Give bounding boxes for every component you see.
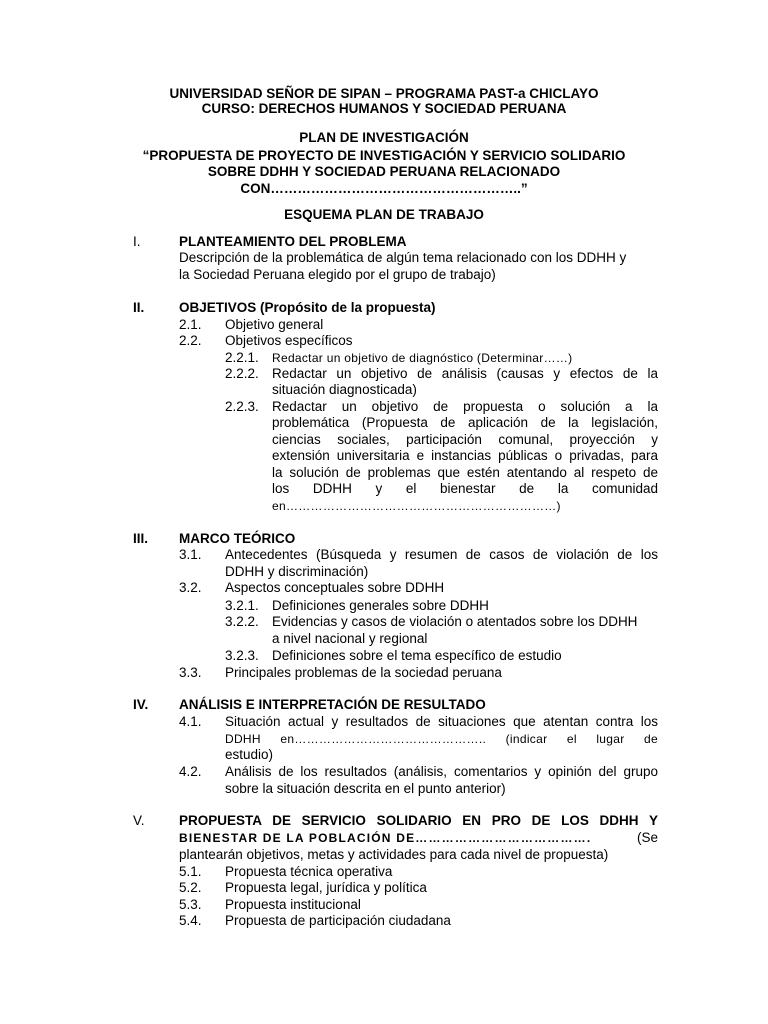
item-5-4-text: Propuesta de participación ciudadana: [225, 913, 451, 928]
section-1-title: PLANTEAMIENTO DEL PROBLEMA: [179, 234, 407, 249]
item-3-2-2-line-1: Evidencias y casos de violación o atentados sobre los DDHH: [272, 614, 638, 629]
item-2-2-3-line-6: los DDHH y el bienestar de la comunidad: [272, 481, 658, 496]
plan-subtitle-2: SOBRE DDHH Y SOCIEDAD PERUANA RELACIONADO: [207, 164, 561, 179]
item-3-2-2-number: 3.2.2.: [225, 614, 259, 629]
item-3-2-text: Aspectos conceptuales sobre DDHH: [225, 580, 445, 595]
item-5-2-text: Propuesta legal, jurídica y política: [225, 880, 427, 895]
item-3-3-number: 3.3.: [179, 665, 202, 680]
section-1-description-line-1: Descripción de la problemática de algún tema relacionado con los DDHH y: [179, 250, 627, 265]
item-2-2-3-line-4: extensión universitaria e instancias públicas o privadas, para: [272, 448, 658, 463]
item-5-1-number: 5.1.: [179, 864, 202, 879]
section-5-title-line-2: [179, 830, 658, 847]
item-3-2-2-line-2: a nivel nacional y regional: [272, 631, 428, 646]
section-5-number: V.: [133, 813, 145, 828]
item-5-3-text: Propuesta institucional: [225, 897, 361, 912]
section-2-title: OBJETIVOS (Propósito de la propuesta): [179, 300, 436, 315]
item-4-1-line-2: DDHH en……………………………………….. (indicar el lugar de: [225, 732, 658, 746]
item-4-2-number: 4.2.: [179, 764, 202, 779]
item-2-2-3-number: 2.2.3.: [225, 399, 259, 414]
section-1-description-line-2: la Sociedad Peruana elegido por el grupo de trabajo): [179, 267, 496, 282]
plan-subtitle-1: “PROPUESTA DE PROYECTO DE INVESTIGACIÓN Y SERVICIO SOLIDARIO: [142, 148, 626, 163]
item-2-2-3-line-3: ciencias sociales, participación comunal, proyección y: [272, 432, 658, 447]
scheme-title: ESQUEMA PLAN DE TRABAJO: [284, 207, 484, 222]
item-2-2-number: 2.2.: [179, 333, 202, 348]
item-3-2-1-text: Definiciones generales sobre DDHH: [272, 598, 489, 613]
item-5-2-number: 5.2.: [179, 880, 202, 895]
item-3-2-1-number: 3.2.1.: [225, 598, 259, 613]
plan-subtitle-3: CON………………………………………………..”: [240, 181, 528, 196]
item-5-1-text: Propuesta técnica operativa: [225, 864, 393, 879]
header-university: UNIVERSIDAD SEÑOR DE SIPAN – PROGRAMA PAST-a CHICLAYO: [169, 86, 599, 101]
section-4-title: ANÁLISIS E INTERPRETACIÓN DE RESULTADO: [179, 697, 486, 712]
item-5-4-number: 5.4.: [179, 913, 202, 928]
item-2-2-3-line-2: problemática (Propuesta de aplicación de la legislación,: [272, 415, 658, 430]
item-3-2-3-text: Definiciones sobre el tema específico de estudio: [272, 648, 562, 663]
item-2-2-2-number: 2.2.2.: [225, 366, 259, 381]
section-1-number: I.: [133, 234, 141, 249]
item-5-3-number: 5.3.: [179, 897, 202, 912]
item-3-2-3-number: 3.2.3.: [225, 648, 259, 663]
item-4-2-line-1: Análisis de los resultados (análisis, comentarios y opinión del grupo: [225, 764, 658, 779]
item-3-2-number: 3.2.: [179, 580, 202, 595]
section-5-title-line-2-bold: BIENESTAR DE LA POBLACIÓN DE………………………………….: [179, 831, 592, 845]
section-2-number: II.: [133, 300, 145, 315]
item-2-2-3-line-7: en…………………………………………………………): [272, 499, 561, 513]
item-3-1-line-1: Antecedentes (Búsqueda y resumen de casos de violación de los: [225, 547, 658, 562]
item-2-1-number: 2.1.: [179, 317, 202, 332]
section-3-number: III.: [133, 531, 149, 546]
item-3-3-text: Principales problemas de la sociedad peruana: [225, 665, 502, 680]
item-2-2-text: Objetivos específicos: [225, 333, 353, 348]
item-2-2-2-line-2: situación diagnosticada): [272, 382, 417, 397]
item-2-2-1-number: 2.2.1.: [225, 350, 259, 365]
header-course: CURSO: DERECHOS HUMANOS Y SOCIEDAD PERUANA: [201, 101, 567, 116]
section-4-number: IV.: [133, 697, 149, 712]
section-5-description: plantearán objetivos, metas y actividades para cada nivel de propuesta): [179, 847, 609, 862]
item-3-1-line-2: DDHH y discriminación): [225, 564, 369, 579]
section-5-title-line-1: PROPUESTA DE SERVICIO SOLIDARIO EN PRO DE LOS DDHH Y: [179, 813, 658, 828]
section-3-title: MARCO TEÓRICO: [179, 531, 296, 546]
item-4-1-line-1: Situación actual y resultados de situaciones que atentan contra los: [225, 714, 658, 729]
item-2-2-1-text: Redactar un objetivo de diagnóstico (Determinar……): [272, 351, 573, 365]
item-3-1-number: 3.1.: [179, 547, 202, 562]
item-4-2-line-2: sobre la situación descrita en el punto anterior): [225, 781, 506, 796]
item-4-1-line-3: estudio): [225, 747, 274, 762]
item-2-2-3-line-1: Redactar un objetivo de propuesta o solución a la: [272, 399, 658, 414]
section-5-title-line-2-rest: (Se: [636, 830, 658, 845]
plan-title: PLAN DE INVESTIGACIÓN: [299, 130, 469, 145]
item-2-2-2-line-1: Redactar un objetivo de análisis (causas y efectos de la: [272, 366, 658, 381]
item-4-1-number: 4.1.: [179, 714, 202, 729]
item-2-2-3-line-5: la solución de problemas que estén atentando al respeto de: [272, 465, 658, 480]
item-2-1-text: Objetivo general: [225, 317, 324, 332]
